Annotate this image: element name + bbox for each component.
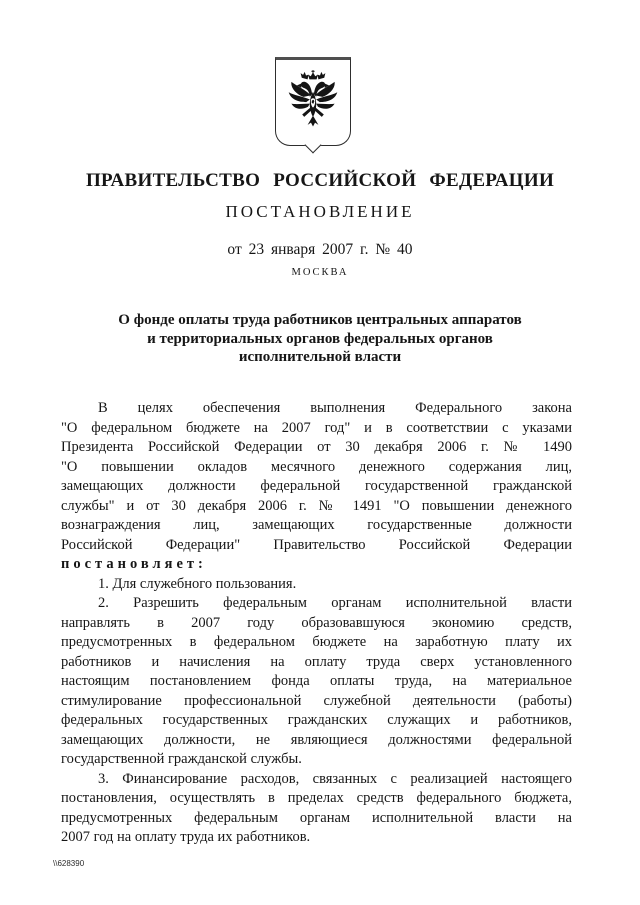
item-2-line: федеральных государственных гражданских служащих и работников, [61,712,572,728]
item-2-line: настоящим постановлением фонда оплаты труда, на материальное [61,673,572,689]
body-line: Российской Федерации" Правительство Российской Федерации [61,536,572,553]
item-2-line: предусмотренных в федеральном бюджете на заработную плату их [61,634,572,650]
frame-bottom-point [305,137,322,154]
russia-coat-of-arms-icon [286,70,340,128]
body-line: службы" и от 30 декабря 2006 г. № 1491 "О повышении денежного [61,497,572,514]
body-line: "О федеральном бюджете на 2007 год" и в соответствии с указами [61,419,572,436]
item-3-line: предусмотренных федеральным органам исполнительной власти на [61,809,572,826]
item-3-line: 3. Финансирование расходов, связанных с реализацией настоящего [98,770,572,787]
subject-line: О фонде оплаты труда работников центральных аппаратов [118,312,522,328]
body-line: замещающих должности федеральной государственной гражданской [61,478,572,494]
subject-line: исполнительной власти [238,349,402,365]
body-line: Президента Российской Федерации от 30 декабря 2006 г. № 1490 [61,439,572,455]
item-2-line: направлять в 2007 году образовавшуюся экономию средств, [61,614,572,631]
body-line: "О повышении окладов месячного денежного содержания лиц, [61,458,572,475]
issuing-authority-title: ПРАВИТЕЛЬСТВО РОССИЙСКОЙ ФЕДЕРАЦИИ [85,170,555,191]
item-2-line: работников и начисления на оплату труда сверх установленного [61,653,572,670]
document-subject [64,311,576,367]
date-and-number-line: от 23 января 2007 г. № 40 [227,241,413,258]
city-label: МОСКВА [291,267,349,278]
item-2-line: государственной гражданской службы. [61,751,302,767]
item-1-line: 1. Для служебного пользования. [98,575,297,592]
registration-mark: \\628390 [53,859,85,868]
item-2-line: стимулирование профессиональной служебной деятельности (работы) [61,692,572,709]
subject-line: и территориальных органов федеральных органов [147,330,493,347]
document-type-title: ПОСТАНОВЛЕНИЕ [225,202,415,221]
item-2-line: 2. Разрешить федеральным органам исполнительной власти [98,595,572,611]
item-3-line: 2007 год на оплату труда их работников. [61,829,311,845]
body-line: вознаграждения лиц, замещающих государственные должности [61,517,572,533]
body-line: В целях обеспечения выполнения Федерального закона [98,400,572,416]
item-3-line: постановления, осуществлять в пределах средств федерального бюджета, [61,790,572,806]
document-body [61,399,572,848]
resolves-line: постановляет: [61,556,207,572]
item-2-line: замещающих должности, не являющиеся должностями федеральной [61,731,572,748]
coat-of-arms-frame [275,57,351,146]
